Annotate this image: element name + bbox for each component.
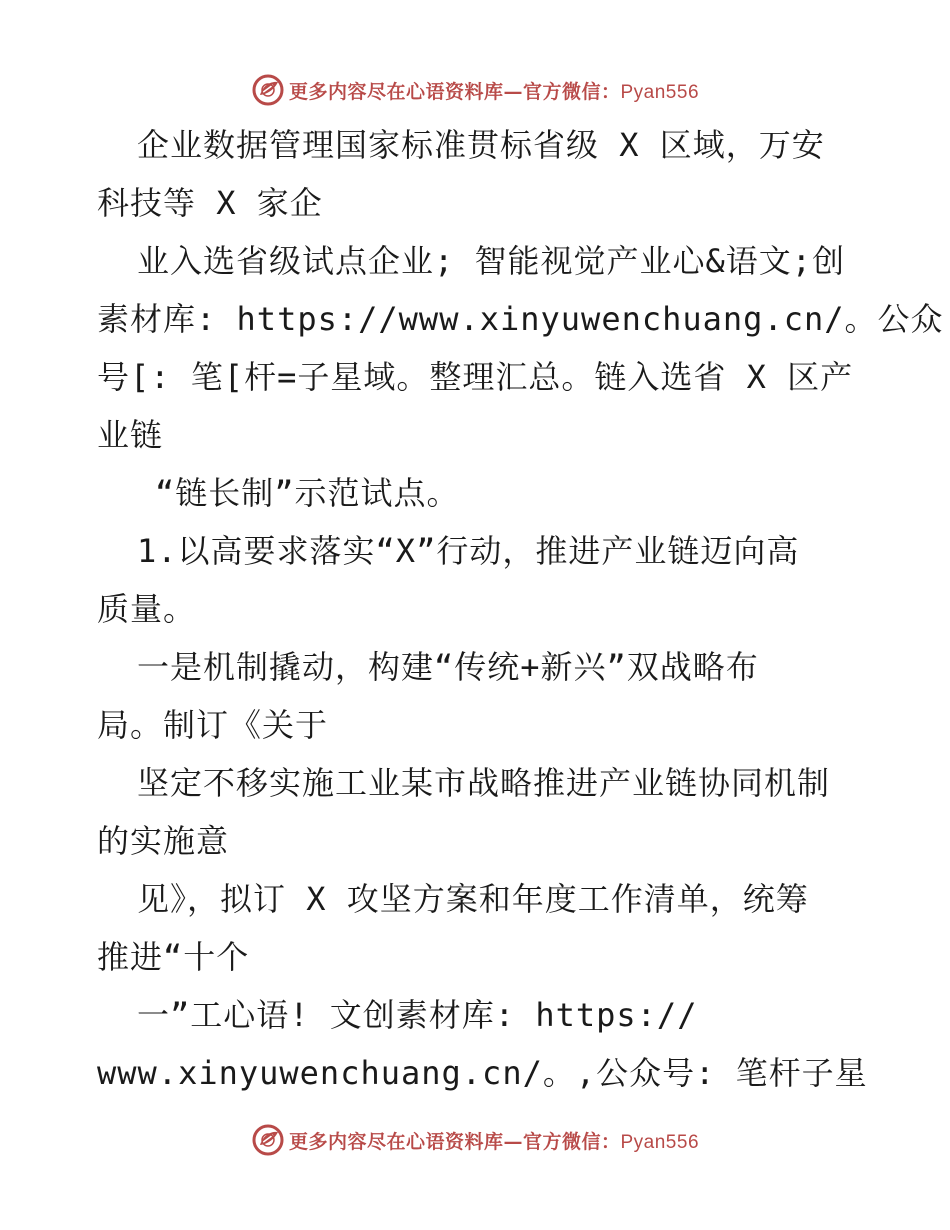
header-banner	[0, 70, 950, 110]
footer-banner-text	[289, 1127, 699, 1154]
body-line: 推进“十个	[97, 938, 250, 976]
body-line: 企业数据管理国家标准贯标省级 X 区域，万安	[137, 126, 825, 164]
body-line: 的实施意	[97, 822, 230, 860]
body-line: 业入选省级试点企业; 智能视觉产业心&语文;创	[137, 242, 846, 280]
footer-banner	[0, 1120, 950, 1160]
body-line: 质量。	[97, 590, 197, 628]
header-banner-text	[289, 77, 699, 104]
header-banner-wechat-id: Pyan556	[620, 81, 700, 103]
leaf-globe-logo-icon	[251, 1123, 285, 1157]
body-line: 一是机制撬动，构建“传统+新兴”双战略布	[137, 648, 759, 686]
body-line: 坚定不移实施工业某市战略推进产业链协同机制	[137, 764, 831, 802]
body-line: 见》，拟订 X 攻坚方案和年度工作清单，统筹	[137, 880, 809, 918]
header-banner-cn: 更多内容尽在心语资料库—官方微信：	[288, 80, 621, 103]
footer-banner-cn: 更多内容尽在心语资料库—官方微信：	[288, 1130, 621, 1153]
body-line: 科技等 X 家企	[97, 184, 323, 222]
body-line: “链长制”示范试点。	[155, 474, 460, 512]
body-line: 业链	[97, 416, 164, 454]
document-body	[97, 116, 944, 1102]
body-line: 素材库: https://www.xinyuwenchuang.cn/。公众	[97, 300, 944, 338]
body-line: www.xinyuwenchuang.cn/。,公众号: 笔杆子星	[97, 1054, 868, 1092]
body-line: 1.以高要求落实“X”行动，推进产业链迈向高	[137, 532, 800, 570]
body-line: 号[: 笔[杆=子星域。整理汇总。链入选省 X 区产	[97, 358, 854, 396]
footer-banner-wechat-id: Pyan556	[620, 1131, 700, 1153]
body-line: 局。制订《关于	[97, 706, 329, 744]
leaf-globe-logo-icon	[251, 73, 285, 107]
body-line: 一”工心语! 文创素材库: https://	[137, 996, 698, 1034]
